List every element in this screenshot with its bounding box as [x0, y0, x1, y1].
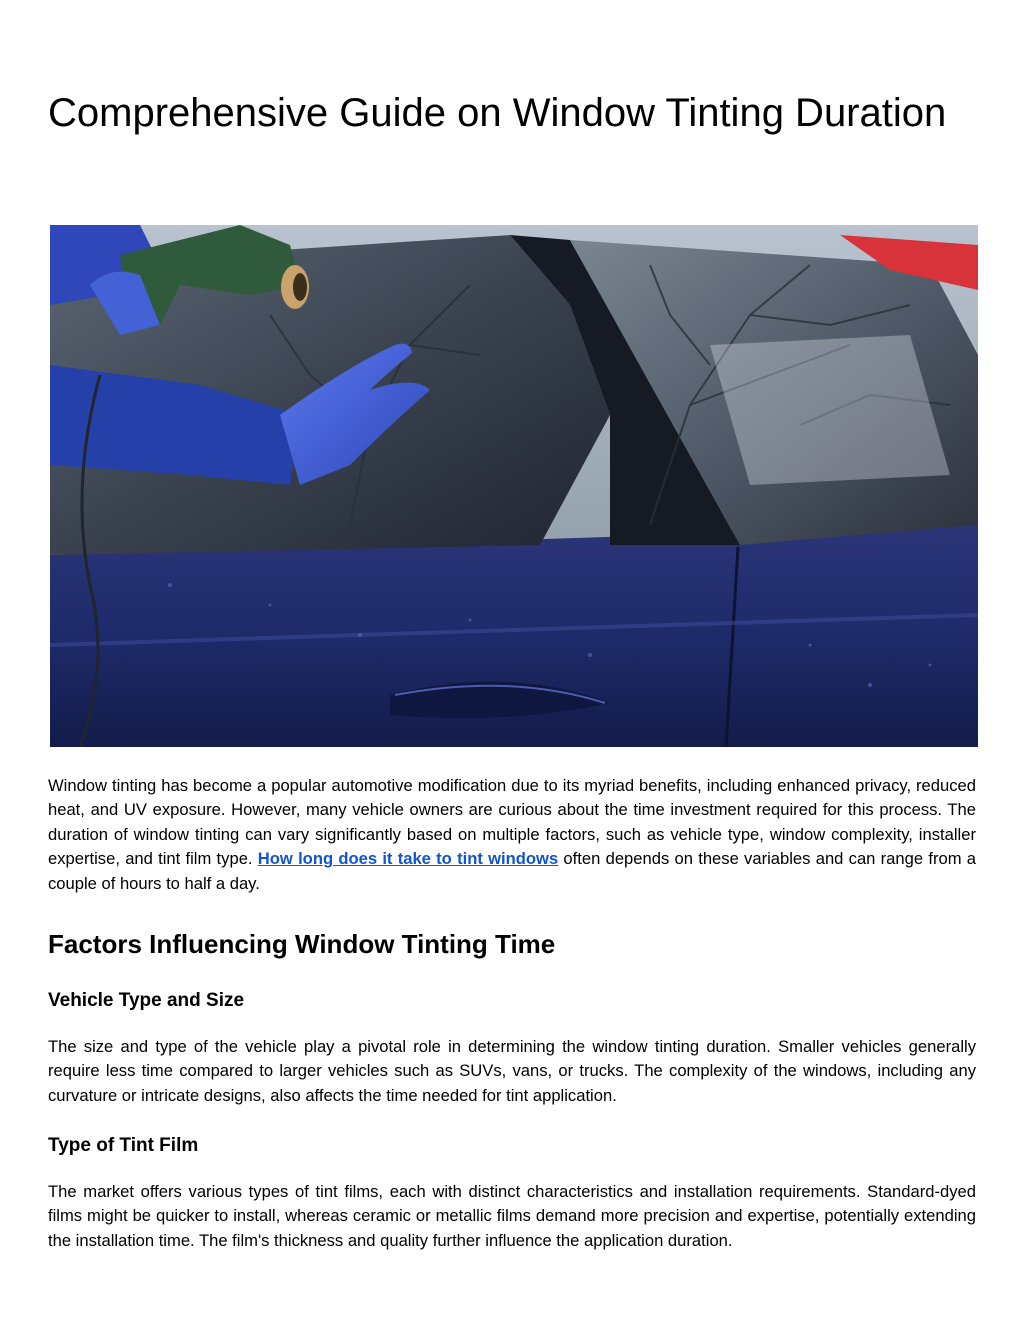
intro-text-before: Window tinting has become a popular automotive modification due to its myriad benefits, including enhanced privacy, reduced heat, and UV exposure. However, many vehicle owners are curious about the time investment required for this process. The duration of window tinting can vary significantly based on multiple factors, such as vehicle type, window complexity, installer expertise, and tint film type.: [48, 776, 976, 869]
intro-paragraph: [48, 774, 976, 896]
car-window-tinting-photo-icon: [50, 225, 978, 747]
vehicle-type-paragraph: The size and type of the vehicle play a pivotal role in determining the window tinting duration. Smaller vehicles generally require less time compared to larger vehicles such as SUVs, vans, or trucks. The complexity of the windows, including any curvature or intricate designs, also affects the time needed for tint application.: [48, 1037, 976, 1105]
hero-image: [50, 225, 978, 747]
page-title: Comprehensive Guide on Window Tinting Duration: [48, 91, 947, 135]
intro-text-after: often depends on these variables and can range from a couple of hours to half a day.: [48, 849, 976, 893]
tint-film-paragraph: The market offers various types of tint films, each with distinct characteristics and installation requirements. Standard-dyed films might be quicker to install, whereas ceramic or metallic films demand more precision and expertise, potentially extending the installation time. The film's thickness and quality further influence the application duration.: [48, 1182, 976, 1250]
subsection-heading-tint-film: Type of Tint Film: [48, 1135, 199, 1156]
section-heading-factors: Factors Influencing Window Tinting Time: [48, 929, 556, 959]
subsection-heading-vehicle-type: Vehicle Type and Size: [48, 990, 245, 1011]
tint-duration-link[interactable]: How long does it take to tint windows: [257, 849, 559, 869]
